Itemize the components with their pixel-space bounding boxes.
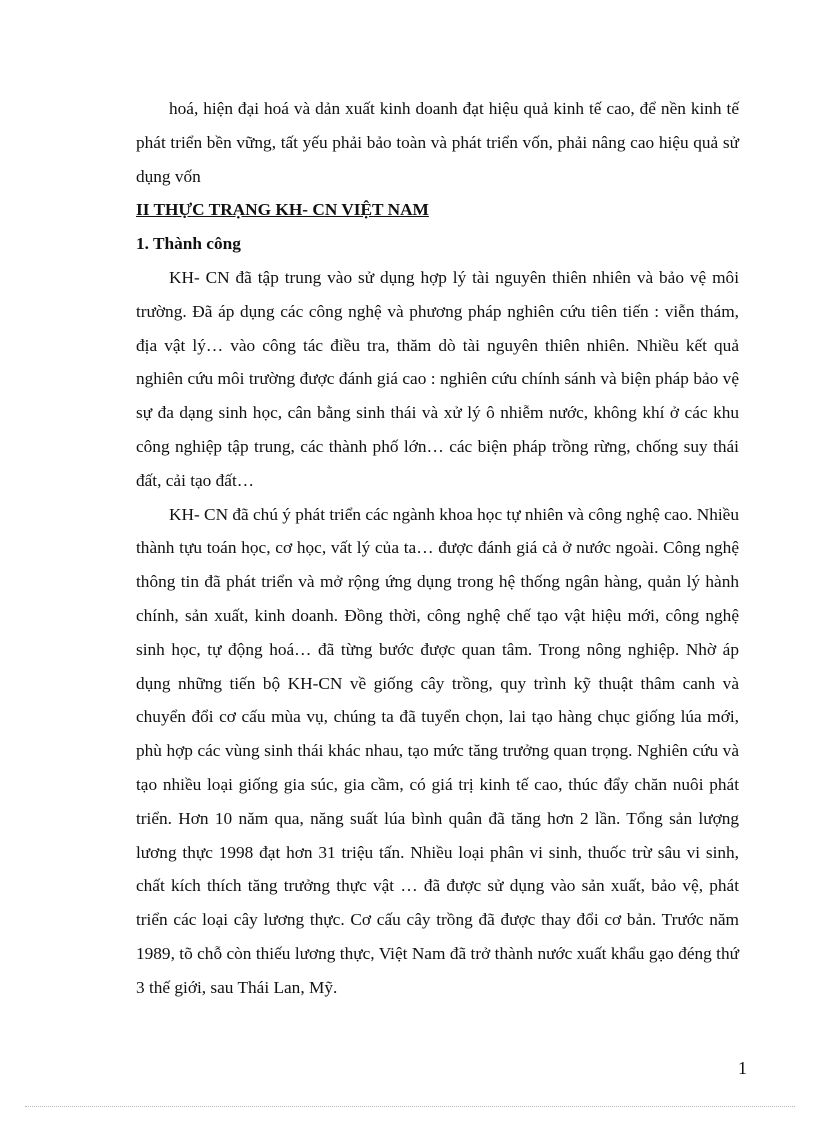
- page-break-divider: [25, 1106, 795, 1107]
- sub-heading: 1. Thành công: [136, 234, 241, 254]
- paragraph-environment: KH- CN đã tập trung vào sử dụng hợp lý tài nguyên thiên nhiên và bảo vệ môi trường. Đã áp dụng các công nghệ và phương pháp nghiên cứu tiên tiến : viễn thám, địa vật lý… vào công tác điều tra, thăm dò tài nguyên thiên nhiên. Nhiều kết quả nghiên cứu môi trường được đánh giá cao : nghiên cứu chính sánh và biện pháp bảo vệ sự đa dạng sinh học, cân bằng sinh thái và xử lý ô nhiễm nước, không khí ở các khu công nghiệp tập trung, các thành phố lớn… các biện pháp trồng rừng, chống suy thái đất, cải tạo đất…: [136, 267, 739, 490]
- paragraph-science-technology: KH- CN đã chú ý phát triển các ngành khoa học tự nhiên và công nghệ cao. Nhiều thành tựu toán học, cơ học, vất lý của ta… được đánh giá cả ở nước ngoài. Công nghệ thông tin đã phát triển và mở rộng ứng dụng trong hệ thống ngân hàng, quản lý hành chính, sản xuất, kinh doanh. Đồng thời, công nghệ chế tạo vật hiệu mới, công nghệ sinh học, tự động hoá… đã từng bước được quan tâm. Trong nông nghiệp. Nhờ áp dụng những tiến bộ KH-CN về giống cây trồng, quy trình kỹ thuật thâm canh và chuyển đổi cơ cấu mùa vụ, chúng ta đã tuyển chọn, lai tạo hàng chục giống lúa mới, phù hợp các vùng sinh thái khác nhau, tạo mức tăng trưởng quan trọng. Nghiên cứu và tạo nhiều loại giống gia súc, gia cầm, có giá trị kinh tế cao, thúc đẩy chăn nuôi phát triển. Hơn 10 năm qua, năng suất lúa bình quân đã tăng hơn 2 lần. Tổng sản lượng lương thực 1998 đạt hơn 31 triệu tấn. Nhiều loại phân vi sinh, thuốc trừ sâu vi sinh, chất kích thích tăng trưởng thực vật … đã được sử dụng vào sản xuất, bảo vệ, phát triển các loại cây lương thực. Cơ cấu cây trồng đã được thay đổi cơ bản. Trước năm 1989, tõ chỗ còn thiếu lương thực, Việt Nam đã trở thành nước xuất khẩu gạo đéng thứ 3 thế giới, sau Thái Lan, Mỹ.: [136, 504, 739, 997]
- document-body: [136, 92, 739, 1005]
- page-number: 1: [738, 1058, 747, 1078]
- paragraph-continuation: hoá, hiện đại hoá và dản xuất kinh doanh đạt hiệu quả kinh tế cao, để nền kinh tế phát triển bền vững, tất yếu phải bảo toàn và phát triển vốn, phải nâng cao hiệu quả sử dụng vốn: [136, 99, 739, 186]
- section-heading: II THỰC TRẠNG KH- CN VIỆT NAM: [136, 200, 429, 220]
